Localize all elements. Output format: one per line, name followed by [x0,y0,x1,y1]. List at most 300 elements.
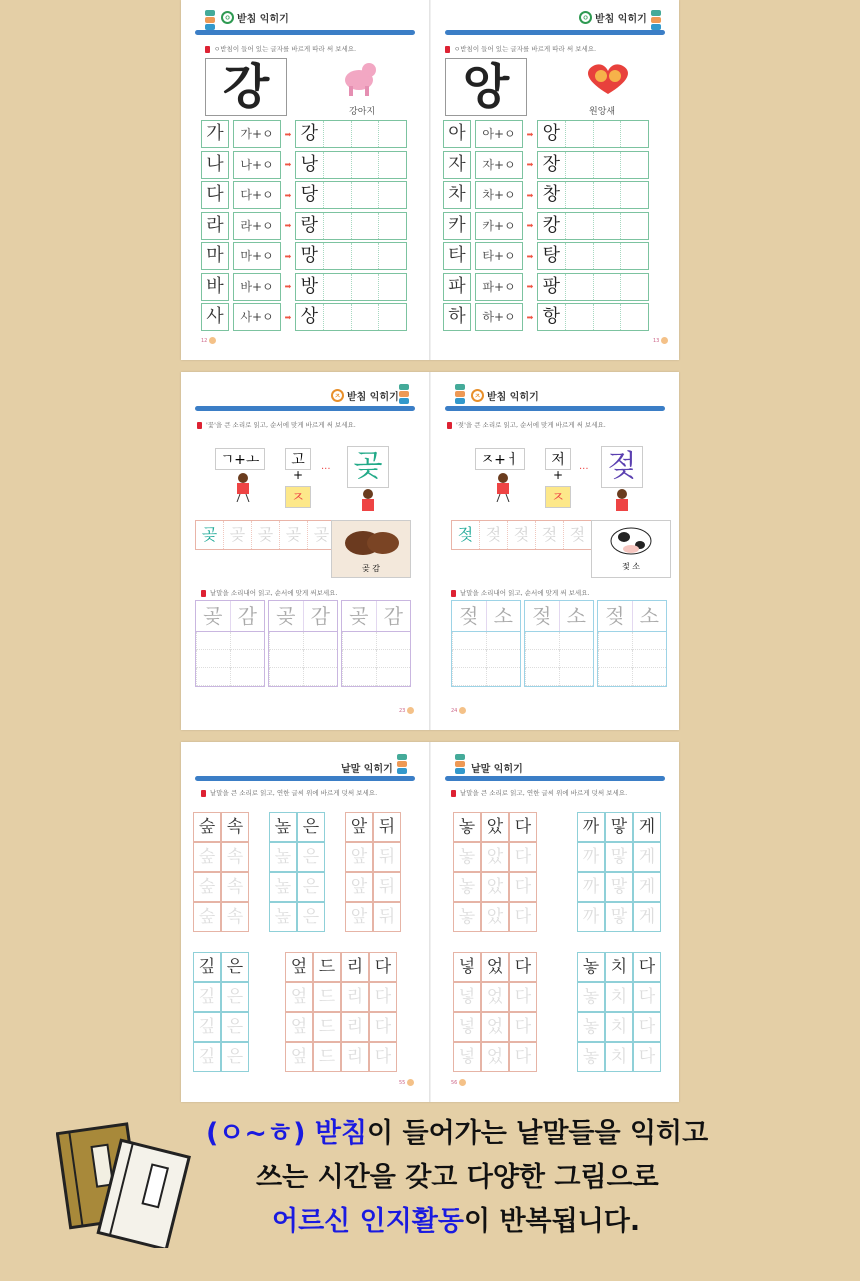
tracing-char[interactable]: 다 [509,1042,537,1072]
tracing-char[interactable]: 게 [633,872,661,902]
tracing-char[interactable]: 맣 [605,902,633,932]
writing-cell[interactable] [269,668,303,686]
tracing-char[interactable]: 놓 [453,812,481,842]
writing-cell[interactable] [351,182,379,208]
writing-cell[interactable] [269,650,303,668]
tracing-char[interactable]: 게 [633,902,661,932]
tracing-char[interactable]: 다 [509,902,537,932]
writing-cells [537,181,649,209]
trace-cell[interactable]: 젖 [507,521,535,549]
tracing-char[interactable]: 까 [577,842,605,872]
tracing-char[interactable]: 엎 [285,1042,313,1072]
combination: 나+ㅇ [233,151,281,179]
tracing-char[interactable]: 다 [369,1012,397,1042]
tracing-char[interactable]: 숲 [193,842,221,872]
tracing-char[interactable]: 놓 [577,982,605,1012]
writing-cell[interactable] [196,650,230,668]
tracing-char[interactable]: 었 [481,982,509,1012]
picture-label: 젖 소 [622,562,640,571]
tracing-char[interactable]: 놓 [453,872,481,902]
base-syllable: 자 [443,151,471,179]
writing-cell[interactable] [593,121,621,147]
tracing-char[interactable]: 까 [577,872,605,902]
tracing-char[interactable]: 었 [481,952,509,982]
base-syllable: 파 [443,273,471,301]
page-12 [181,0,429,360]
combination: 카+ㅇ [475,212,523,240]
dried-persimmon-picture [331,520,411,578]
grid-char[interactable]: 소 [559,601,594,631]
tracing-char[interactable]: 었 [481,1042,509,1072]
grid-char[interactable]: 젖 [459,604,479,628]
page-number: 12 [201,337,216,344]
combination: 바+ㅇ [233,273,281,301]
arrow-icon: ➡ [526,160,534,169]
page-number: 56 [451,1079,466,1086]
writing-cell[interactable] [303,650,337,668]
practice-row [201,181,407,209]
writing-cells [537,273,649,301]
writing-cell[interactable] [230,650,264,668]
tracing-char[interactable]: 리 [341,1012,369,1042]
tracing-char[interactable]: 다 [509,812,537,842]
writing-cell[interactable] [559,668,593,686]
page-56 [431,742,679,1102]
writing-cell[interactable] [565,243,593,269]
tracing-char[interactable]: 다 [633,1012,661,1042]
final-consonant: ㅈ [285,486,311,508]
trace-cell[interactable]: 젖 [479,521,507,549]
tracing-char[interactable]: 숲 [193,872,221,902]
tracing-char[interactable]: 치 [605,1042,633,1072]
tracing-char[interactable]: 넣 [453,952,481,982]
writing-cell[interactable] [323,152,351,178]
writing-cell[interactable] [565,152,593,178]
grid-char[interactable]: 젖 [605,604,625,628]
tracing-char[interactable]: 다 [369,1042,397,1072]
page-header: 낱말 익히기 [341,764,393,775]
word-writing-grid [268,600,338,687]
tracing-char[interactable]: 리 [341,952,369,982]
tracing-char[interactable]: 다 [509,982,537,1012]
arrow-icon: ➡ [284,129,292,139]
tracing-char[interactable]: 치 [605,952,633,982]
result-syllable: 낭 [300,153,319,175]
writing-cell[interactable] [269,632,303,650]
books-icon [56,1118,196,1248]
tracing-char[interactable]: 넣 [453,1012,481,1042]
practice-row [201,242,407,270]
writing-cell[interactable] [376,650,410,668]
tracing-char[interactable]: 리 [341,982,369,1012]
writing-cell[interactable] [351,213,379,239]
tracing-char[interactable]: 놓 [453,902,481,932]
tracing-char[interactable]: 속 [221,812,249,842]
combo-b: 고 [285,448,311,470]
tracing-char[interactable]: 뒤 [373,842,401,872]
writing-cell[interactable] [303,668,337,686]
practice-row [443,212,649,240]
writing-cell[interactable] [593,274,621,300]
tracing-char[interactable]: 다 [509,1012,537,1042]
writing-cells [196,632,264,686]
instruction-2: 낱말을 소리내어 읽고, 순서에 맞게 써 보세요. [451,588,590,597]
writing-cells [537,212,649,240]
tracing-char[interactable]: 다 [509,842,537,872]
practice-row [443,273,649,301]
writing-cell[interactable] [593,182,621,208]
arrow-icon: ➡ [526,190,534,200]
base-syllable: 바 [201,273,229,301]
writing-cell[interactable] [565,182,593,208]
instruction: ㅇ받침이 들어 있는 글자를 바르게 따라 써 보세요. [445,44,596,53]
instruction: 낱말을 큰 소리로 읽고, 연한 글씨 위에 바르게 덧써 보세요. [451,788,627,797]
writing-cell[interactable] [351,152,379,178]
tracing-char[interactable]: 깊 [193,1012,221,1042]
word-writing-grid [341,600,411,687]
tracing-char[interactable]: 었 [481,1012,509,1042]
writing-cell[interactable] [565,274,593,300]
tracing-char[interactable]: 게 [633,842,661,872]
workbook-spread-2 [181,372,679,730]
writing-cell[interactable] [632,650,666,668]
writing-cell[interactable] [351,304,379,330]
writing-cell[interactable] [452,668,486,686]
tracing-char[interactable]: 은 [297,842,325,872]
base-syllable: 다 [201,181,229,209]
word-tracing-block [193,952,249,1072]
girl-illustration [231,472,255,506]
tracing-char[interactable]: 앞 [345,902,373,932]
tracing-char[interactable]: 속 [221,902,249,932]
tracing-char[interactable]: 놓 [453,842,481,872]
tracing-char[interactable]: 드 [313,1042,341,1072]
combination: 하+ㅇ [475,303,523,331]
final-consonant: ㅈ [545,486,571,508]
footer-line-3: 어르신 인지활동이 반복됩니다. [272,1206,641,1237]
page-23: ㅈ 받침 익히기 '꽃'을 큰 소리로 읽고, 순서에 맞게 바르게 써 보세요. ㄱ+ㅗ 고 + ㅈ ··· 곶 곶 곶 곶 곶 곶 곶 감 낱말을 소리내어 읽고, 순서에 맞게 써보세요. 곶 감 곶 감 곶 감 23 [181,372,429,730]
tracing-char[interactable]: 은 [297,812,325,842]
tracing-char[interactable]: 았 [481,812,509,842]
footer-line-1: (ㅇ~ㅎ) 받침이 들어가는 낱말들을 익히고 [206,1118,709,1149]
tracing-char[interactable]: 넣 [453,982,481,1012]
writing-cell[interactable] [525,668,559,686]
writing-cell[interactable] [378,274,406,300]
base-syllable: 타 [443,242,471,270]
trace-cell[interactable]: 곶 [251,521,279,549]
practice-row [201,273,407,301]
trace-cell[interactable]: 젖 [457,525,474,544]
tracing-char[interactable]: 다 [509,872,537,902]
combo-b: 저 [545,448,571,470]
tracing-char[interactable]: 다 [369,952,397,982]
base-syllable: 나 [201,151,229,179]
tracing-char[interactable]: 까 [577,902,605,932]
trace-cell[interactable]: 곶 [223,521,251,549]
tracing-char[interactable]: 은 [297,872,325,902]
tracing-char[interactable]: 앞 [345,872,373,902]
tracing-char[interactable]: 높 [269,872,297,902]
writing-cells [269,632,337,686]
tracing-char[interactable]: 게 [633,812,661,842]
writing-cell[interactable] [342,632,376,650]
instruction: '젖'을 큰 소리로 읽고, 순서에 맞게 바르게 써 보세요. [447,420,606,429]
grid-char[interactable]: 곶 [203,604,223,628]
writing-cell[interactable] [378,213,406,239]
tracing-char[interactable]: 속 [221,842,249,872]
combination: 아+ㅇ [475,120,523,148]
writing-cell[interactable] [565,121,593,147]
writing-cells [295,273,407,301]
tracing-char[interactable]: 엎 [285,982,313,1012]
writing-cell[interactable] [323,213,351,239]
writing-cell[interactable] [620,274,648,300]
writing-cell[interactable] [565,213,593,239]
writing-cell[interactable] [196,668,230,686]
writing-cell[interactable] [620,121,648,147]
tracing-char[interactable]: 은 [221,1012,249,1042]
writing-cell[interactable] [620,182,648,208]
tracing-char[interactable]: 았 [481,842,509,872]
writing-cell[interactable] [486,632,520,650]
tracing-char[interactable]: 은 [221,952,249,982]
word-tracing-block [269,812,325,932]
arrow-icon: ➡ [526,221,534,230]
writing-cell[interactable] [196,632,230,650]
writing-cell[interactable] [378,243,406,269]
practice-row [443,181,649,209]
writing-cell[interactable] [376,668,410,686]
writing-cell[interactable] [378,152,406,178]
combination: 파+ㅇ [475,273,523,301]
tracing-char[interactable]: 깊 [193,982,221,1012]
word-tracing-block [577,952,661,1072]
writing-cell[interactable] [351,121,379,147]
tracing-char[interactable]: 았 [481,872,509,902]
tracing-char[interactable]: 놓 [577,1012,605,1042]
tracing-char[interactable]: 맣 [605,842,633,872]
trace-row [195,520,336,550]
arrow-icon: ➡ [284,282,292,291]
arrow-icon: ➡ [284,312,292,322]
writing-cell[interactable] [486,668,520,686]
tracing-char[interactable]: 은 [221,1042,249,1072]
writing-cell[interactable] [486,650,520,668]
writing-cell[interactable] [559,632,593,650]
tracing-char[interactable]: 깊 [193,1042,221,1072]
writing-cell[interactable] [452,632,486,650]
tracing-char[interactable]: 리 [341,1042,369,1072]
tracing-char[interactable]: 다 [369,982,397,1012]
plus-sign: + [553,468,564,482]
tracing-char[interactable]: 은 [297,902,325,932]
result-syllable: 항 [542,306,561,327]
writing-cell[interactable] [593,304,621,330]
plus-sign: + [293,468,304,482]
writing-cell[interactable] [323,243,351,269]
tracing-char[interactable]: 까 [577,812,605,842]
tracing-char[interactable]: 높 [269,842,297,872]
writing-cell[interactable] [351,274,379,300]
arrow-icon: ➡ [526,282,534,291]
writing-cell[interactable] [598,632,632,650]
writing-cell[interactable] [323,274,351,300]
picture-label: 곶 감 [362,564,380,573]
writing-cell[interactable] [525,632,559,650]
trace-row [451,520,592,550]
tracing-char[interactable]: 엎 [285,952,313,982]
tracing-char[interactable]: 뒤 [373,812,401,842]
tracing-char[interactable]: 다 [633,1042,661,1072]
tracing-char[interactable]: 드 [313,1012,341,1042]
tracing-char[interactable]: 높 [269,902,297,932]
writing-cells [598,632,666,686]
tracing-char[interactable]: 았 [481,902,509,932]
result-character: 곶 [347,446,389,488]
word-row [525,601,593,632]
tracing-char[interactable]: 뒤 [373,872,401,902]
writing-cell[interactable] [593,243,621,269]
writing-cell[interactable] [342,668,376,686]
tracing-char[interactable]: 드 [313,982,341,1012]
tracing-char[interactable]: 맣 [605,812,633,842]
trace-cell[interactable]: 젖 [535,521,563,549]
writing-cell[interactable] [342,650,376,668]
result-syllable: 캉 [542,214,561,236]
writing-cell[interactable] [565,304,593,330]
practice-row [443,303,649,331]
tracing-char[interactable]: 뒤 [373,902,401,932]
base-syllable: 마 [201,242,229,270]
result-syllable: 랑 [300,214,319,236]
practice-row [443,151,649,179]
tracing-char[interactable]: 넣 [453,1042,481,1072]
writing-cell[interactable] [376,632,410,650]
grid-char[interactable]: 감 [230,601,265,631]
base-syllable: 사 [201,303,229,331]
writing-cells [342,632,410,686]
writing-cell[interactable] [303,632,337,650]
grid-char[interactable]: 곶 [276,604,296,628]
writing-cells [295,151,407,179]
picture-label: 원앙새 [589,107,616,117]
tracing-char[interactable]: 높 [269,812,297,842]
writing-cells [537,120,649,148]
writing-cell[interactable] [593,152,621,178]
tracing-char[interactable]: 앞 [345,842,373,872]
writing-cells [537,151,649,179]
grid-char[interactable]: 소 [486,601,521,631]
grid-char[interactable]: 감 [303,601,338,631]
writing-cell[interactable] [559,650,593,668]
tracing-char[interactable]: 드 [313,952,341,982]
picture-label: 강아지 [349,107,376,117]
writing-cell[interactable] [620,213,648,239]
grid-char[interactable]: 소 [632,601,667,631]
tracing-char[interactable]: 맣 [605,872,633,902]
tracing-char[interactable]: 다 [633,982,661,1012]
tracing-char[interactable]: 숲 [193,812,221,842]
page-header: ㅇ 받침 익히기 [221,10,289,25]
writing-cell[interactable] [525,650,559,668]
writing-cell[interactable] [632,632,666,650]
trace-cell[interactable]: 젖 [563,521,591,549]
writing-cell[interactable] [598,650,632,668]
tracing-char[interactable]: 은 [221,982,249,1012]
tracing-char[interactable]: 엎 [285,1012,313,1042]
grid-char[interactable]: 곶 [349,604,369,628]
writing-cells [295,212,407,240]
combination: 타+ㅇ [475,242,523,270]
base-syllable: 카 [443,212,471,240]
trace-cell[interactable]: 곶 [279,521,307,549]
page-55 [181,742,429,1102]
combo-a: ㄱ+ㅗ [215,448,265,470]
trace-cell[interactable]: 곶 [201,525,218,544]
base-syllable: 차 [443,181,471,209]
word-writing-grid [195,600,265,687]
word-row [342,601,410,632]
word-writing-grid [597,600,667,687]
tracing-char[interactable]: 놓 [577,1042,605,1072]
tracing-char[interactable]: 치 [605,982,633,1012]
writing-cell[interactable] [323,121,351,147]
ieung-circle-icon: ㅇ [221,11,234,24]
writing-cell[interactable] [351,243,379,269]
writing-cell[interactable] [620,152,648,178]
arrow-icon: ➡ [284,221,292,230]
writing-cell[interactable] [632,668,666,686]
practice-row [443,242,649,270]
tracing-char[interactable]: 깊 [193,952,221,982]
writing-cell[interactable] [378,304,406,330]
tracing-char[interactable]: 놓 [577,952,605,982]
word-tracing-block [577,812,661,932]
tracing-char[interactable]: 다 [633,952,661,982]
writing-cell[interactable] [593,213,621,239]
writing-cells [537,242,649,270]
writing-cell[interactable] [230,668,264,686]
page-header: ㅈ 받침 익히기 [331,388,399,403]
writing-cell[interactable] [230,632,264,650]
tracing-char[interactable]: 숲 [193,902,221,932]
writing-cell[interactable] [452,650,486,668]
tracing-char[interactable]: 치 [605,1012,633,1042]
arrow-icon: ➡ [284,190,292,200]
writing-cell[interactable] [323,182,351,208]
writing-cell[interactable] [620,243,648,269]
poodle-illustration [339,62,379,102]
grid-char[interactable]: 감 [376,601,411,631]
word-writing-grid [524,600,594,687]
tracing-char[interactable]: 앞 [345,812,373,842]
word-writing-grid [451,600,521,687]
writing-cells [295,120,407,148]
writing-cell[interactable] [598,668,632,686]
writing-cell[interactable] [620,304,648,330]
instruction: 낱말을 큰 소리로 읽고, 연한 글씨 위에 바르게 덧써 보세요. [201,788,377,797]
trace-cell[interactable]: 곶 [307,521,335,549]
grid-char[interactable]: 젖 [532,604,552,628]
tracing-char[interactable]: 다 [509,952,537,982]
writing-cell[interactable] [378,121,406,147]
writing-cell[interactable] [323,304,351,330]
practice-row [201,120,407,148]
page-header: ㅇ 받침 익히기 [579,10,647,25]
writing-cell[interactable] [378,182,406,208]
tracing-char[interactable]: 속 [221,872,249,902]
jieut-circle-icon: ㅈ [331,389,344,402]
